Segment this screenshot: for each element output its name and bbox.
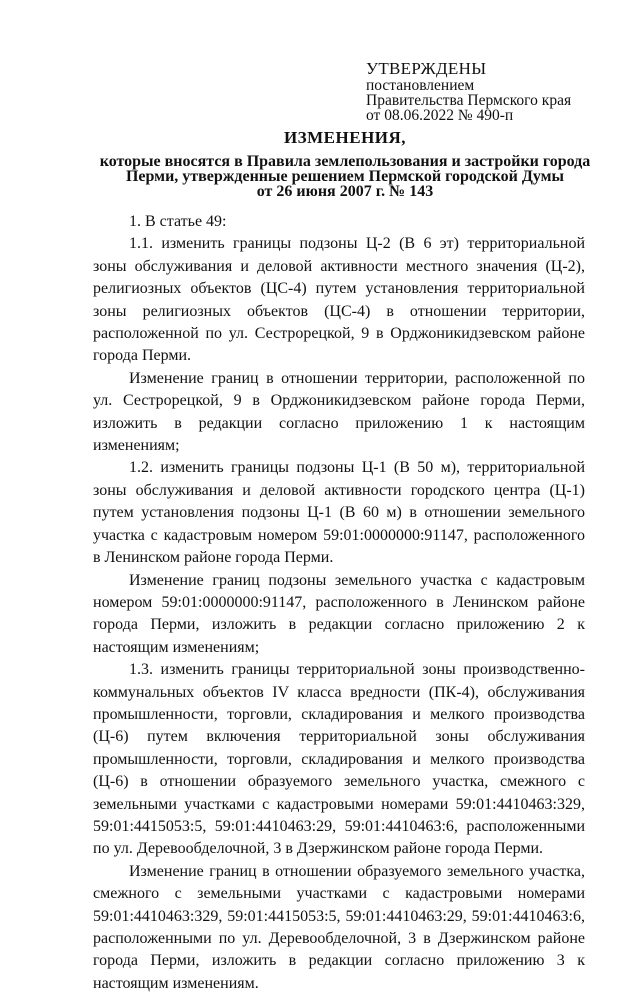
paragraph-1-3-change: Изменение границ в отношении образуемого земельного участка, смежного с земельными участками с кадастровыми номерами 59:01:4410463:329, 59:01:4415053:5, 59:01:4410463:29, 59:01:4410463:6, расположенными по ул. Деревообделочной, 3 в Дзержинском районе города Перми, изложить в редакции согласно приложению 3 к настоящим изменениям.: [93, 862, 585, 992]
paragraph-1-2-change: Изменение границ подзоны земельного участка с кадастровым номером 59:01:0000000:91147, расположенного в Ленинском районе города Перми, изложить в редакции согласно приложению 2 к настоящим изменениям;: [93, 571, 585, 656]
approval-title: УТВЕРЖДЕНЫ: [366, 59, 487, 78]
subtitle-line-3: от 26 июня 2007 г. № 143: [256, 183, 434, 200]
approval-line-1: постановлением: [366, 77, 475, 94]
document-title: ИЗМЕНЕНИЯ,: [283, 128, 407, 147]
document-body: [93, 211, 585, 995]
paragraph-1: 1. В статье 49:: [129, 213, 227, 230]
subtitle-line-2: Перми, утвержденные решением Пермской городской Думы: [125, 168, 565, 185]
paragraph-1-2: 1.2. изменить границы подзоны Ц-1 (В 50 м), территориальной зоны обслуживания и деловой активности городского центра (Ц-1) путем установления подзоны Ц-1 (В 60 м) в отношении земельного участка с кадастровым номером 59:01:0000000:91147, расположенного в Ленинском районе города Перми.: [93, 459, 585, 567]
paragraph-1-1-change: Изменение границ в отношении территории, расположенной по ул. Сестрорецкой, 9 в Орджоникидзевском районе города Перми, изложить в редакции согласно приложению 1 к настоящим изменениям;: [93, 369, 585, 455]
approval-block: [366, 60, 571, 123]
approval-line-2: Правительства Пермского края: [366, 92, 572, 109]
document-subtitle: [90, 154, 600, 199]
paragraph-1-1: 1.1. изменить границы подзоны Ц-2 (В 6 эт) территориальной зоны обслуживания и деловой активности местного значения (Ц-2), религиозных объектов (ЦС-4) путем установления территориальной зоны религиозных объектов (ЦС-4) в отношении территории, расположенной по ул. Сестрорецкой, 9 в Орджоникидзевском районе города Перми.: [93, 235, 585, 365]
approval-line-3: от 08.06.2022 № 490-п: [366, 107, 514, 124]
subtitle-line-1: которые вносятся в Правила землепользования и застройки города: [99, 153, 591, 170]
paragraph-1-3: 1.3. изменить границы территориальной зоны производственно-коммунальных объектов IV класса вредности (ПК-4), обслуживания промышленности, торговли, складирования и мелкого производства (Ц-6) путем включения территориальной зоны обслуживания промышленности, торговли, складирования и мелкого производства (Ц-6) в отношении образуемого земельного участка, смежного с земельными участками с кадастровыми номерами 59:01:4410463:329, 59:01:4415053:5, 59:01:4410463:29, 59:01:4410463:6, расположенными по ул. Деревообделочной, 3 в Дзержинском районе города Перми.: [93, 661, 585, 858]
